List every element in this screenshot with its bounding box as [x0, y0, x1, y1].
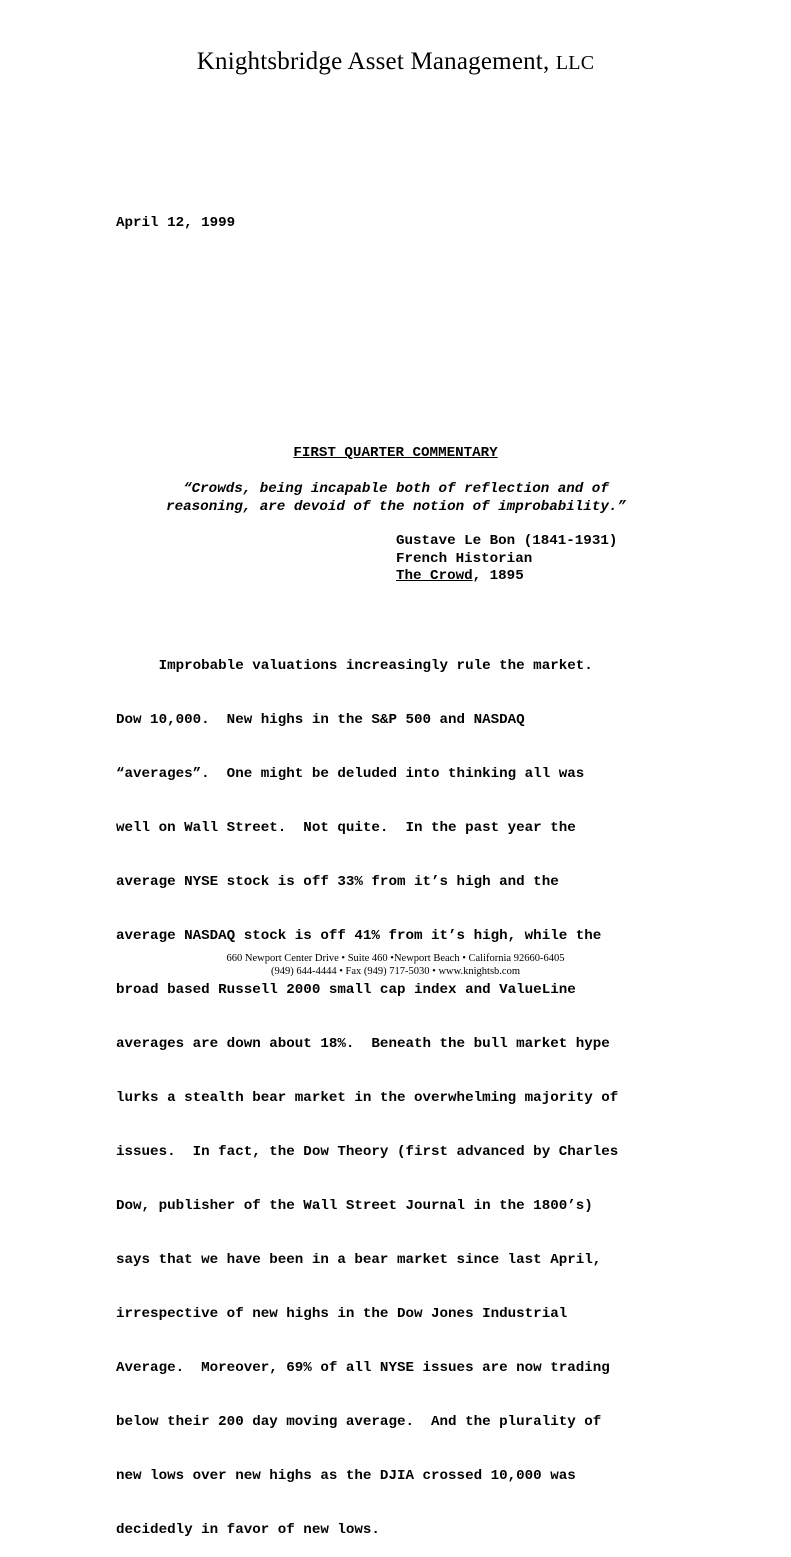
quote-attribution: [396, 533, 617, 586]
company-suffix: LLC: [555, 52, 595, 74]
letterhead-footer: [0, 952, 791, 978]
attribution-role: French Historian: [396, 550, 533, 567]
body-line: new lows over new highs as the DJIA crossed 10,000 was: [116, 1468, 576, 1484]
body-line: Improbable valuations increasingly rule the market.: [116, 658, 593, 674]
body-line: averages are down about 18%. Beneath the bull market hype: [116, 1036, 610, 1052]
footer-contact: (949) 644-4444 • Fax (949) 717-5030 • www.knightsb.com: [270, 966, 521, 977]
epigraph-quote: [116, 480, 676, 516]
body-line: decidedly in favor of new lows.: [116, 1522, 380, 1538]
quote-line: “Crowds, being incapable both of reflection and of: [183, 481, 609, 497]
body-line: irrespective of new highs in the Dow Jones Industrial: [116, 1306, 568, 1322]
body-line: lurks a stealth bear market in the overwhelming majority of: [116, 1090, 619, 1106]
company-name: Knightsbridge Asset Management,: [196, 48, 550, 75]
body-line: well on Wall Street. Not quite. In the past year the: [116, 820, 576, 836]
body-line: “averages”. One might be deluded into thinking all was: [116, 766, 585, 782]
body-line: average NASDAQ stock is off 41% from it’s high, while the: [116, 928, 602, 944]
attribution-year: , 1895: [472, 568, 524, 584]
body-line: says that we have been in a bear market since last April,: [116, 1252, 602, 1268]
body-line: Average. Moreover, 69% of all NYSE issues are now trading: [116, 1360, 610, 1376]
attribution-source: [396, 568, 617, 586]
commentary-heading: FIRST QUARTER COMMENTARY: [293, 445, 498, 461]
letter-date: April 12, 1999: [116, 215, 236, 231]
letterhead: [0, 48, 791, 76]
attribution-book: The Crowd: [396, 568, 473, 584]
footer-address: 660 Newport Center Drive • Suite 460 •Newport Beach • California 92660-6405: [226, 953, 565, 964]
commentary-body: [116, 621, 676, 1557]
body-line: broad based Russell 2000 small cap index and ValueLine: [116, 982, 576, 998]
body-line: Dow, publisher of the Wall Street Journal in the 1800’s): [116, 1198, 593, 1214]
body-line: issues. In fact, the Dow Theory (first advanced by Charles: [116, 1144, 619, 1160]
body-line: average NYSE stock is off 33% from it’s high and the: [116, 874, 559, 890]
attribution-author: Gustave Le Bon (1841-1931): [396, 533, 618, 549]
body-line: below their 200 day moving average. And the plurality of: [116, 1414, 602, 1430]
body-line: Dow 10,000. New highs in the S&P 500 and NASDAQ: [116, 712, 525, 728]
quote-line: reasoning, are devoid of the notion of improbability.”: [166, 499, 626, 515]
